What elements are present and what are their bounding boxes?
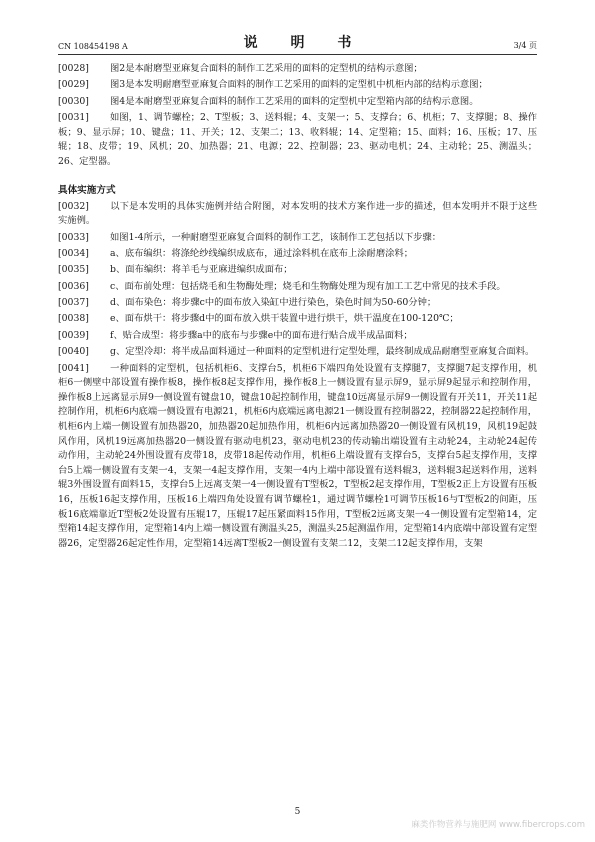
paragraph-number: [0035] [58, 264, 89, 276]
paragraph-number: [0029] [58, 79, 89, 91]
section-heading: 具体实施方式 [58, 184, 116, 196]
paragraph-number: [0040] [58, 346, 89, 358]
paragraph-number: [0039] [58, 329, 89, 341]
patent-number: CN 108454198 A [58, 42, 128, 51]
document-body [58, 62, 537, 553]
page-header [58, 32, 537, 55]
paragraph [58, 362, 537, 552]
paragraph [58, 62, 537, 77]
document-title: 说 明 书 [243, 35, 366, 51]
paragraph-text: d、面布染色：将步骤c中的面布放入染缸中进行染色，染色时间为50-60分钟； [110, 297, 437, 309]
paragraph-text: 图3是本发明耐磨型亚麻复合面料的制作工艺采用的面料的定型机中机柜内部的结构示意图； [110, 79, 488, 91]
paragraph-number: [0041] [58, 362, 89, 374]
paragraph-text: 如图1-4所示，一种耐磨型亚麻复合面料的制作工艺，该制作工艺包括以下步骤： [110, 231, 442, 243]
paragraph-number: [0034] [58, 247, 89, 259]
paragraph-number: [0030] [58, 95, 89, 107]
paragraph-text: 图2是本耐磨型亚麻复合面料的制作工艺采用的面料的定型机的结构示意图； [110, 63, 423, 74]
paragraph-group-bottom [58, 200, 537, 552]
paragraph [58, 312, 537, 327]
paragraph [58, 280, 537, 295]
paragraph-text: 图4是本耐磨型亚麻复合面料的制作工艺采用的面料的定型机中定型箱内部的结构示意图。 [110, 95, 479, 107]
paragraph-number: [0031] [58, 112, 89, 124]
paragraph-group-top [58, 62, 537, 170]
paragraph [58, 95, 537, 110]
paragraph-text: b、面布编织：将羊毛与亚麻进编织成面布； [110, 264, 293, 276]
paragraph-number: [0037] [58, 297, 89, 309]
paragraph [58, 231, 537, 246]
paragraph-text: 以下是本发明的具体实施例并结合附图，对本发明的技术方案作进一步的描述，但本发明并不限于这些实施例。 [58, 200, 537, 227]
watermark: 麻类作物营养与施肥网 www.fibercrops.com [411, 820, 585, 830]
paragraph-number: [0028] [58, 63, 89, 74]
paragraph [58, 200, 537, 229]
paragraph-text: c、面布前处理：包括烧毛和生物酶处理；烧毛和生物酶处理为现有加工工艺中常见的技术手段。 [110, 280, 506, 292]
paragraph [58, 111, 537, 169]
paragraph [58, 345, 537, 360]
paragraph-text: 一种面料的定型机，包括机柜6、支撑台5，机柜6下端四角处设置有支撑腿7，支撑腿7起支撑作用，机柜6一侧壁中部设置有操作板8，操作板8起支撑作用，操作板8上一侧设置有显示屏9，显示屏9起显示和控制作用，操作板8上远离显示屏9一侧设置有键盘10，键盘10起控制作用，键盘10远离显示屏9一侧设置有开关11，开关11起控制作用，机柜6内底端一侧设置有电源21，机柜6内底端远离电源21一侧设置有控制器22，控制器22起控制作用，机柜6内上端一侧设置有加热器20，加热器20起加热作用，机柜6内远离加热器20一侧设置有风机19，风机19起鼓风作用，风机19远离加热器20一侧设置有驱动电机23，驱动电机23的传动输出端设置有主动轮24，主动轮24起传动作用，主动轮24外围设置有皮带18，皮带18起传动作用，机柜6上端设置有支撑台5，支撑台5起支撑作用，支撑台5上端一侧设置有支架一4，支架一4起支撑作用，支架一4内上端中部设置有送料辊3，送料辊3起送料作用，送料辊3外围设置有面料15，支撑台5上远离支架一4一侧设置有T型板2，T型板2起支撑作用，T型板2正上方设置有压板16，压板16起支撑作用，压板16上端四角处设置有调节螺栓1，通过调节螺栓1可调节压板16与T型板2的间距，压板16底端靠近T型板2处设置有压辊17，压辊17起压紧面料15作用，T型板2远离支架一4一侧设置有定型箱14，定型箱14起支撑作用，定型箱14内上端一侧设置有测温头25，测温头25起测温作用，定型箱14内底端中部设置有定型器26，定型器26起定性作用，定型箱14远离T型板2一侧设置有支架二12，支架二12起支撑作用，支架 [58, 362, 537, 549]
paragraph [58, 263, 537, 278]
paragraph-number: [0036] [58, 280, 89, 292]
paragraph-text: g、定型冷却：将半成品面料通过一种面料的定型机进行定型处理，最终制成成品耐磨型亚麻复合面料。 [110, 346, 535, 358]
paragraph-text: 如图，1、调节螺栓；2、T型板；3、送料辊；4、支架一；5、支撑台；6、机柜；7、支撑腿；8、操作板；9、显示屏；10、键盘；11、开关；12、支架二；13、收料辊；14、定型箱；15、面料；16、压板；17、压辊；18、皮带；19、风机；20、加热器；21、电源；22、控制器；23、驱动电机；24、主动轮；25、测温头；26、定型器。 [58, 112, 537, 167]
paragraph-text: f、贴合成型：将步骤a中的底布与步骤e中的面布进行贴合成半成品面料； [110, 329, 413, 341]
paragraph-number: [0032] [58, 200, 89, 212]
paragraph-number: [0033] [58, 231, 89, 243]
paragraph [58, 247, 537, 262]
page-indicator: 3/4 页 [513, 41, 537, 50]
paragraph [58, 296, 537, 311]
paragraph-text: a、底布编织：将涤纶纱线编织成底布，通过涂料机在底布上涂耐磨涂料； [110, 247, 414, 259]
paragraph [58, 78, 537, 93]
paragraph [58, 329, 537, 344]
paragraph-text: e、面布烘干：将步骤d中的面布放入烘干装置中进行烘干，烘干温度在100-120℃； [110, 313, 459, 325]
page-number: 5 [294, 807, 301, 817]
paragraph-number: [0038] [58, 313, 89, 325]
